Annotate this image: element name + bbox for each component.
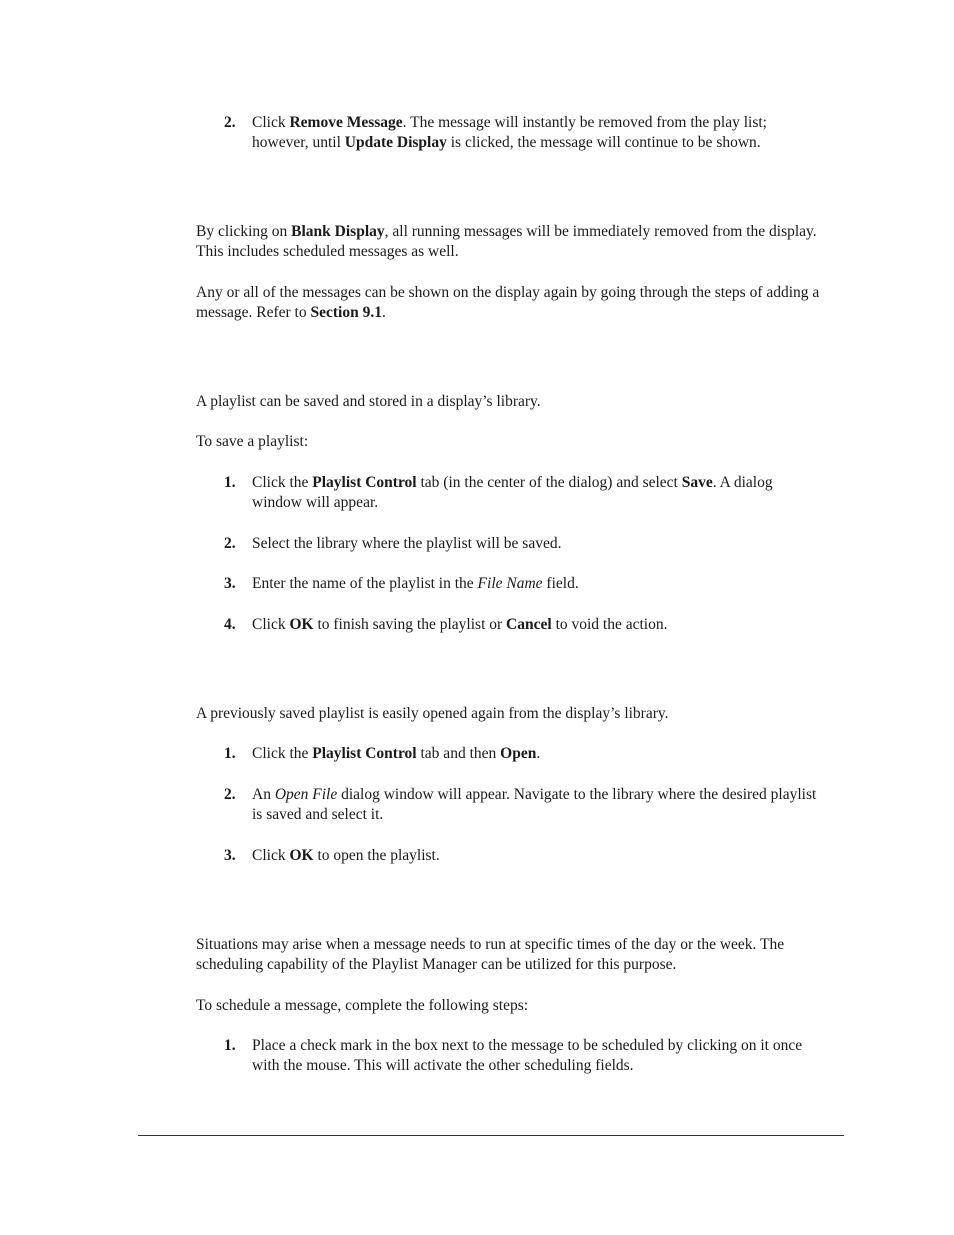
schedule-step-1 [224,1036,824,1076]
text-run: to open the playlist. [313,847,440,864]
text-run: Select the library where the playlist will be saved. [252,535,562,552]
open-step-1 [224,744,824,764]
save-step-1 [224,473,824,513]
step-number: 4. [224,616,236,633]
footer-rule [138,1135,844,1136]
text-run: Click [252,847,290,864]
text-run: . A dialog window will appear. [252,474,773,511]
remove-step-2 [224,113,824,153]
step-number: 2. [224,786,236,803]
schedule-intro: Situations may arise when a message needs to run at specific times of the day or the week. The scheduling capability of the Playlist Manager can be utilized for this purpose. [196,936,785,973]
bold-term: Remove Message [289,114,403,131]
step-text [252,574,824,594]
text-run: field. [542,575,579,592]
text-run: By clicking on [196,223,292,240]
schedule-lead: To schedule a message, complete the following steps: [196,997,529,1014]
bold-term: Playlist Control [312,745,417,762]
reshow-messages-paragraph [196,283,836,323]
text-run: . [536,745,541,762]
text-run: Click [252,616,290,633]
step-number: 2. [224,535,236,552]
text-run: An [252,786,275,803]
save-step-4 [224,615,824,635]
text-run: tab (in the center of the dialog) and select [416,474,682,491]
text-run: . [381,304,386,321]
step-text [252,615,824,635]
step-text [252,1036,824,1076]
step-text [252,534,824,554]
bold-term: OK [289,847,314,864]
save-step-2 [224,534,824,554]
bold-term: Section 9.1 [310,304,382,321]
text-run: dialog window will appear. Navigate to the library where the desired playlist is saved and select it. [252,786,817,823]
step-text [252,846,824,866]
step-number: 3. [224,847,236,864]
italic-term: Open File [274,786,338,803]
open-step-2 [224,785,824,825]
text-run: Click [252,114,290,131]
bold-term: Blank Display [291,223,385,240]
step-text [252,473,824,513]
step-text [252,785,824,825]
open-step-3 [224,846,824,866]
text-run: to finish saving the playlist or [313,616,507,633]
step-number: 1. [224,474,236,491]
text-run: Click the [252,474,313,491]
step-number: 3. [224,575,236,592]
blank-display-paragraph [196,222,836,262]
text-run: to void the action. [551,616,668,633]
bold-term: Open [500,745,537,762]
text-run: tab and then [416,745,501,762]
step-number: 2. [224,114,236,131]
step-number: 1. [224,1037,236,1054]
text-run: Place a check mark in the box next to the message to be scheduled by clicking on it once with the mouse. This will activate the other scheduling fields. [252,1037,803,1074]
save-lead: To save a playlist: [196,433,309,450]
step-text [252,744,824,764]
text-run: , all running messages will be immediately removed from the display. This includes scheduled messages as well. [196,223,817,260]
open-intro: A previously saved playlist is easily opened again from the display’s library. [196,705,669,722]
step-text [252,113,824,153]
bold-term: Save [681,474,713,491]
bold-term: Playlist Control [312,474,417,491]
bold-term: OK [289,616,314,633]
text-run: Enter the name of the playlist in the [252,575,478,592]
bold-term: Update Display [344,134,447,151]
save-intro: A playlist can be saved and stored in a display’s library. [196,393,541,410]
save-step-3 [224,574,824,594]
italic-term: File Name [477,575,543,592]
text-run: is clicked, the message will continue to be shown. [446,134,761,151]
step-number: 1. [224,745,236,762]
text-run: Click the [252,745,313,762]
text-run: . The message will instantly be removed from the play list; however, until [252,114,767,151]
bold-term: Cancel [506,616,552,633]
text-run: Any or all of the messages can be shown on the display again by going through the steps of adding a message. Refer to [196,284,820,321]
